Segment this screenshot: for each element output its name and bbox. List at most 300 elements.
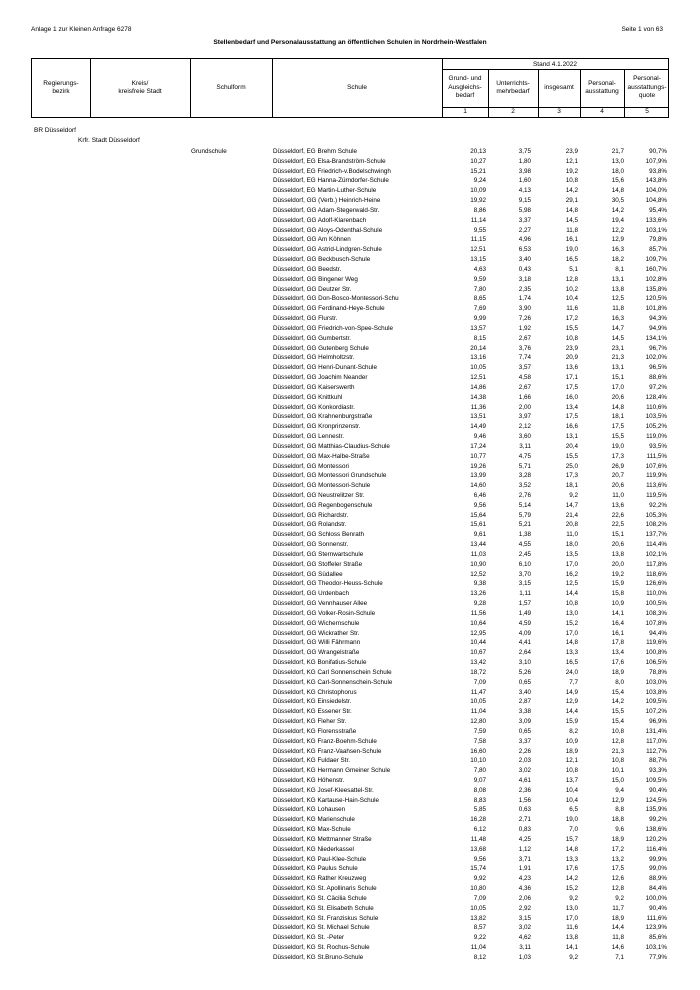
quote-value: 138,6% xyxy=(645,826,667,834)
quote-value: 94,9% xyxy=(649,324,667,332)
quote-value: 103,1% xyxy=(645,944,667,952)
school-name: Düsseldorf, GG Aloys-Odenthal-Schule xyxy=(273,226,383,234)
table-row xyxy=(0,570,700,580)
school-name: Düsseldorf, GG Regenbogenschule xyxy=(273,501,373,509)
quote-value: 119,6% xyxy=(646,639,667,647)
insgesamt-value: 13,4 xyxy=(565,403,578,411)
mehrbedarf-value: 2,67 xyxy=(518,383,531,391)
grundbedarf-value: 13,82 xyxy=(470,914,486,922)
personalausstattung-value: 15,4 xyxy=(611,718,624,726)
quote-value: 96,9% xyxy=(649,718,667,726)
personalausstattung-value: 19,4 xyxy=(611,216,624,224)
mehrbedarf-value: 4,23 xyxy=(518,875,531,883)
personalausstattung-value: 12,8 xyxy=(611,737,624,745)
insgesamt-value: 14,1 xyxy=(565,944,578,952)
col-schulform: Schulform xyxy=(216,83,246,91)
mehrbedarf-value: 3,70 xyxy=(518,570,531,578)
insgesamt-value: 10,8 xyxy=(565,600,578,608)
mehrbedarf-value: 1,56 xyxy=(518,796,531,804)
school-name: Düsseldorf, GG (Verb.) Heinrich-Heine xyxy=(273,197,381,205)
grundbedarf-value: 20,13 xyxy=(470,148,486,155)
personalausstattung-value: 9,6 xyxy=(615,826,624,834)
mehrbedarf-value: 2,92 xyxy=(518,904,531,912)
personalausstattung-value: 14,8 xyxy=(611,187,624,195)
grundbedarf-value: 8,86 xyxy=(473,206,486,214)
mehrbedarf-value: 1,38 xyxy=(518,531,531,539)
insgesamt-value: 11,8 xyxy=(566,226,578,234)
quote-value: 119,0% xyxy=(646,433,667,441)
insgesamt-value: 17,3 xyxy=(565,472,578,480)
col-kreis: Kreis/ kreisfreie Stadt xyxy=(118,79,162,95)
school-name: Düsseldorf, KG St. Franziskus Schule xyxy=(273,914,379,922)
school-name: Düsseldorf, KG Max-Schule xyxy=(273,826,351,834)
school-name: Düsseldorf, KG Franz-Vaahsen-Schule xyxy=(273,747,382,755)
personalausstattung-value: 17,5 xyxy=(611,865,624,873)
table-row xyxy=(0,373,700,383)
table-row xyxy=(0,668,700,678)
table-row xyxy=(0,747,700,757)
quote-value: 119,9% xyxy=(646,472,667,480)
school-name: Düsseldorf, GG Kronprinzenstr. xyxy=(273,423,361,431)
quote-value: 116,4% xyxy=(646,845,667,853)
personalausstattung-value: 19,2 xyxy=(611,570,624,578)
quote-value: 143,8% xyxy=(645,177,667,185)
grundbedarf-value: 13,44 xyxy=(470,541,486,549)
insgesamt-value: 12,1 xyxy=(565,157,578,165)
school-name: Düsseldorf, GG Beckbusch-Schule xyxy=(273,256,371,264)
quote-value: 160,7% xyxy=(645,265,667,273)
mehrbedarf-value: 4,09 xyxy=(518,629,531,637)
grundbedarf-value: 12,51 xyxy=(470,246,486,254)
quote-value: 117,8% xyxy=(646,560,667,568)
mehrbedarf-value: 5,79 xyxy=(518,511,531,519)
col-num-3: 3 xyxy=(557,107,561,115)
school-name: Düsseldorf, KG Bonifatius-Schule xyxy=(273,659,367,667)
grundbedarf-value: 8,12 xyxy=(473,953,486,961)
insgesamt-value: 14,4 xyxy=(565,708,578,716)
table-row xyxy=(0,363,700,373)
quote-value: 97,2% xyxy=(649,383,667,391)
quote-value: 113,6% xyxy=(646,482,667,490)
table-row xyxy=(0,520,700,530)
group-schulform: Grundschule xyxy=(191,148,227,155)
table-row xyxy=(0,324,700,334)
mehrbedarf-value: 1,80 xyxy=(518,157,531,165)
grundbedarf-value: 11,56 xyxy=(470,609,486,617)
school-name: Düsseldorf, KG Carl-Sonnenschein-Schule xyxy=(273,678,393,686)
school-name: Düsseldorf, GG Rolandstr. xyxy=(273,521,347,529)
mehrbedarf-value: 2,26 xyxy=(518,747,531,755)
quote-value: 124,5% xyxy=(645,796,667,804)
table-row xyxy=(0,560,700,570)
personalausstattung-value: 17,2 xyxy=(611,845,624,853)
table-row xyxy=(0,943,700,953)
grundbedarf-value: 8,15 xyxy=(473,334,486,342)
grundbedarf-value: 11,15 xyxy=(470,236,486,244)
mehrbedarf-value: 4,13 xyxy=(518,187,531,195)
grundbedarf-value: 9,07 xyxy=(473,777,486,784)
insgesamt-value: 13,5 xyxy=(565,550,578,558)
table-row xyxy=(0,422,700,432)
mehrbedarf-value: 4,25 xyxy=(518,835,531,843)
grundbedarf-value: 17,24 xyxy=(470,442,486,450)
quote-value: 103,1% xyxy=(645,226,667,234)
mehrbedarf-value: 0,65 xyxy=(518,727,531,735)
quote-value: 90,4% xyxy=(649,904,667,912)
insgesamt-value: 17,0 xyxy=(565,560,578,568)
grundbedarf-value: 11,36 xyxy=(470,403,486,411)
mehrbedarf-value: 1,60 xyxy=(518,177,531,185)
insgesamt-value: 14,8 xyxy=(565,845,578,853)
school-name: Düsseldorf, GG Deutzer Str. xyxy=(273,285,352,293)
grundbedarf-value: 10,10 xyxy=(470,757,486,765)
personalausstattung-value: 8,1 xyxy=(615,265,624,273)
table-row xyxy=(0,796,700,806)
quote-value: 108,3% xyxy=(645,609,667,617)
quote-value: 100,8% xyxy=(645,649,667,657)
mehrbedarf-value: 2,64 xyxy=(518,649,531,657)
grundbedarf-value: 8,57 xyxy=(473,924,486,932)
table-row xyxy=(0,186,700,196)
quote-value: 110,6% xyxy=(646,403,667,411)
quote-value: 108,2% xyxy=(645,521,667,529)
mehrbedarf-value: 3,11 xyxy=(519,442,531,450)
school-name: Düsseldorf, KG Christophorus xyxy=(273,688,357,696)
table-row xyxy=(0,167,700,177)
school-name: Düsseldorf, KG Hermann Gmeiner Schule xyxy=(273,767,391,775)
grundbedarf-value: 12,51 xyxy=(470,374,486,382)
quote-value: 85,7% xyxy=(649,246,667,254)
table-row xyxy=(0,462,700,472)
school-name: Düsseldorf, GG Gutenberg Schule xyxy=(273,344,369,352)
grundbedarf-value: 15,61 xyxy=(470,521,486,529)
grundbedarf-value: 12,52 xyxy=(470,570,486,578)
personalausstattung-value: 17,5 xyxy=(611,423,624,431)
grundbedarf-value: 10,09 xyxy=(470,187,486,195)
insgesamt-value: 17,0 xyxy=(565,914,578,922)
mehrbedarf-value: 3,75 xyxy=(518,148,531,155)
personalausstattung-value: 8,8 xyxy=(615,806,624,814)
table-row xyxy=(0,933,700,943)
insgesamt-value: 11,6 xyxy=(566,305,578,313)
table-row xyxy=(0,707,700,717)
grundbedarf-value: 8,83 xyxy=(473,796,486,804)
table-row xyxy=(0,157,700,167)
personalausstattung-value: 26,9 xyxy=(611,462,624,470)
insgesamt-value: 13,3 xyxy=(565,855,578,863)
school-name: Düsseldorf, EG Martin-Luther-Schule xyxy=(273,187,377,195)
insgesamt-value: 13,1 xyxy=(565,433,578,441)
grundbedarf-value: 7,59 xyxy=(473,727,486,735)
school-name: Düsseldorf, KG St. Elisabeth Schule xyxy=(273,904,374,912)
grundbedarf-value: 15,74 xyxy=(470,865,486,873)
quote-value: 133,6% xyxy=(645,216,667,224)
grundbedarf-value: 10,05 xyxy=(470,364,486,372)
grundbedarf-value: 9,24 xyxy=(473,177,486,185)
personalausstattung-value: 18,9 xyxy=(611,668,624,676)
quote-value: 105,2% xyxy=(645,423,667,431)
insgesamt-value: 25,0 xyxy=(565,462,578,470)
insgesamt-value: 10,8 xyxy=(565,177,578,185)
personalausstattung-value: 18,8 xyxy=(611,816,624,824)
insgesamt-value: 11,6 xyxy=(566,924,578,932)
school-name: Düsseldorf, GG Stoffeler Straße xyxy=(273,560,363,568)
personalausstattung-value: 11,7 xyxy=(612,904,624,912)
personalausstattung-value: 30,5 xyxy=(611,197,624,205)
school-name: Düsseldorf, KG Fleher Str. xyxy=(273,718,347,726)
table-row xyxy=(0,835,700,845)
mehrbedarf-value: 3,97 xyxy=(518,413,531,421)
col-num-1: 1 xyxy=(463,107,467,115)
table-row xyxy=(0,638,700,648)
personalausstattung-value: 14,2 xyxy=(611,698,624,706)
col-personalausstattung: Personal- ausstattung xyxy=(585,79,619,95)
personalausstattung-value: 14,8 xyxy=(611,403,624,411)
personalausstattung-value: 15,6 xyxy=(611,177,624,185)
mehrbedarf-value: 3,15 xyxy=(518,580,531,588)
mehrbedarf-value: 4,61 xyxy=(518,777,531,784)
table-row xyxy=(0,491,700,501)
grundbedarf-value: 18,72 xyxy=(470,668,486,676)
table-row xyxy=(0,471,700,481)
school-name: Düsseldorf, GG Max-Halbe-Straße xyxy=(273,452,370,460)
grundbedarf-value: 13,51 xyxy=(470,413,486,421)
school-name: Düsseldorf, KG St.Bruno-Schule xyxy=(273,953,364,961)
insgesamt-value: 15,2 xyxy=(565,619,578,627)
insgesamt-value: 10,4 xyxy=(565,295,578,303)
mehrbedarf-value: 2,00 xyxy=(518,403,531,411)
mehrbedarf-value: 4,36 xyxy=(518,885,531,893)
col-insgesamt: insgesamt xyxy=(544,83,574,91)
insgesamt-value: 14,2 xyxy=(565,187,578,195)
personalausstattung-value: 16,1 xyxy=(611,629,624,637)
grundbedarf-value: 7,80 xyxy=(473,285,486,293)
school-name: Düsseldorf, GG Joachim Neander xyxy=(273,374,368,382)
school-name: Düsseldorf, KG Niederkassel xyxy=(273,845,354,853)
table-row xyxy=(0,353,700,363)
personalausstattung-value: 10,9 xyxy=(611,600,624,608)
table-row xyxy=(0,914,700,924)
personalausstattung-value: 18,1 xyxy=(611,413,624,421)
school-name: Düsseldorf, KG Essener Str. xyxy=(273,708,352,716)
page-number: Seite 1 von 63 xyxy=(621,26,663,33)
personalausstattung-value: 13,0 xyxy=(611,157,624,165)
school-name: Düsseldorf, KG Franz-Boehm-Schule xyxy=(273,737,377,745)
school-name: Düsseldorf, GG Neustrelitzer Str. xyxy=(273,491,365,499)
insgesamt-value: 20,8 xyxy=(565,521,578,529)
school-name: Düsseldorf, GG Don-Bosco-Montessori-Schu xyxy=(273,295,399,303)
group-bezirk: BR Düsseldorf xyxy=(34,127,76,134)
school-name: Düsseldorf, GG Matthias-Claudius-Schule xyxy=(273,442,390,450)
mehrbedarf-value: 4,55 xyxy=(518,541,531,549)
table-row xyxy=(0,245,700,255)
table-row xyxy=(0,678,700,688)
table-row xyxy=(0,540,700,550)
personalausstattung-value: 18,9 xyxy=(611,835,624,843)
grundbedarf-value: 9,38 xyxy=(473,580,486,588)
grundbedarf-value: 11,47 xyxy=(470,688,486,696)
quote-value: 120,5% xyxy=(645,295,667,303)
data-table-body xyxy=(0,147,700,963)
quote-value: 104,8% xyxy=(645,197,667,205)
school-name: Düsseldorf, KG St. -Peter xyxy=(273,934,345,942)
personalausstattung-value: 17,0 xyxy=(611,383,624,391)
insgesamt-value: 19,0 xyxy=(565,816,578,824)
school-name: Düsseldorf, GG Theodor-Heuss-Schule xyxy=(273,580,383,588)
table-row xyxy=(0,589,700,599)
school-name: Düsseldorf, GG Wichernschule xyxy=(273,619,360,627)
quote-value: 99,2% xyxy=(649,816,667,824)
grundbedarf-value: 11,48 xyxy=(470,835,486,843)
grundbedarf-value: 10,44 xyxy=(470,639,486,647)
mehrbedarf-value: 4,41 xyxy=(518,639,531,647)
mehrbedarf-value: 3,10 xyxy=(518,659,531,667)
personalausstattung-value: 15,1 xyxy=(611,531,624,539)
quote-value: 88,9% xyxy=(649,875,667,883)
school-name: Düsseldorf, EG Friedrich-v.Bodelschwingh xyxy=(273,167,391,175)
insgesamt-value: 12,5 xyxy=(565,580,578,588)
quote-value: 110,0% xyxy=(646,590,667,598)
personalausstattung-value: 18,0 xyxy=(611,167,624,175)
table-row xyxy=(0,874,700,884)
table-row xyxy=(0,403,700,413)
grundbedarf-value: 15,64 xyxy=(470,511,486,519)
mehrbedarf-value: 1,91 xyxy=(518,865,531,873)
insgesamt-value: 12,9 xyxy=(565,698,578,706)
col-num-4: 4 xyxy=(600,107,604,115)
personalausstattung-value: 20,6 xyxy=(611,482,624,490)
col-mehrbedarf: Unterrichts- mehrbedarf xyxy=(496,79,530,95)
insgesamt-value: 5,1 xyxy=(569,265,578,273)
insgesamt-value: 7,0 xyxy=(569,826,578,834)
mehrbedarf-value: 0,83 xyxy=(518,826,531,834)
school-name: Düsseldorf, GG Volker-Rosin-Schule xyxy=(273,609,376,617)
col-schule: Schule xyxy=(347,83,367,91)
insgesamt-value: 12,1 xyxy=(565,757,578,765)
insgesamt-value: 14,4 xyxy=(565,590,578,598)
grundbedarf-value: 10,05 xyxy=(470,698,486,706)
insgesamt-value: 14,7 xyxy=(565,501,578,509)
mehrbedarf-value: 3,76 xyxy=(518,344,531,352)
insgesamt-value: 17,5 xyxy=(565,383,578,391)
personalausstattung-value: 23,1 xyxy=(611,344,624,352)
table-row xyxy=(0,216,700,226)
quote-value: 79,8% xyxy=(649,236,667,244)
insgesamt-value: 16,6 xyxy=(565,423,578,431)
personalausstattung-value: 21,3 xyxy=(611,747,624,755)
school-name: Düsseldorf, GG Gumbertstr. xyxy=(273,334,352,342)
school-name: Düsseldorf, GG Montessori xyxy=(273,462,349,470)
table-row xyxy=(0,904,700,914)
personalausstattung-value: 16,3 xyxy=(611,246,624,254)
mehrbedarf-value: 5,14 xyxy=(518,501,531,509)
insgesamt-value: 20,9 xyxy=(565,354,578,362)
mehrbedarf-value: 3,90 xyxy=(518,305,531,313)
school-name: Düsseldorf, GG Richardstr. xyxy=(273,511,349,519)
mehrbedarf-value: 0,63 xyxy=(518,806,531,814)
quote-value: 131,4% xyxy=(645,727,667,735)
table-row xyxy=(0,550,700,560)
table-row xyxy=(0,481,700,491)
quote-value: 78,8% xyxy=(649,668,667,676)
group-kreis: Krfr. Stadt Düsseldorf xyxy=(78,137,140,144)
personalausstattung-value: 14,5 xyxy=(611,334,624,342)
grundbedarf-value: 13,15 xyxy=(470,256,486,264)
school-name: Düsseldorf, GG Henri-Dunant-Schule xyxy=(273,364,377,372)
quote-value: 77,9% xyxy=(649,953,667,961)
insgesamt-value: 23,9 xyxy=(565,344,578,352)
quote-value: 107,2% xyxy=(645,708,667,716)
quote-value: 128,4% xyxy=(645,393,667,401)
table-row xyxy=(0,648,700,658)
mehrbedarf-value: 4,58 xyxy=(518,374,531,382)
insgesamt-value: 14,8 xyxy=(565,639,578,647)
insgesamt-value: 10,8 xyxy=(565,334,578,342)
school-name: Düsseldorf, KG Florensstraße xyxy=(273,727,357,735)
insgesamt-value: 17,6 xyxy=(565,865,578,873)
school-name: Düsseldorf, KG St. Cäcilia Schule xyxy=(273,894,367,902)
personalausstattung-value: 17,3 xyxy=(611,452,624,460)
table-row xyxy=(0,737,700,747)
grundbedarf-value: 7,58 xyxy=(473,737,486,745)
school-name: Düsseldorf, KG Paul-Klee-Schule xyxy=(273,855,367,863)
grundbedarf-value: 10,64 xyxy=(470,619,486,627)
quote-value: 102,1% xyxy=(645,550,667,558)
insgesamt-value: 13,0 xyxy=(565,904,578,912)
mehrbedarf-value: 2,03 xyxy=(518,757,531,765)
col-quote: Personal- ausstattungs- quote xyxy=(627,75,667,100)
insgesamt-value: 16,1 xyxy=(565,236,578,244)
personalausstattung-value: 15,8 xyxy=(611,590,624,598)
school-name: Düsseldorf, GG Sonnenstr. xyxy=(273,541,349,549)
col-grundbedarf: Grund- und Ausgleichs- bedarf xyxy=(448,75,482,100)
table-row xyxy=(0,766,700,776)
insgesamt-value: 15,7 xyxy=(565,835,578,843)
school-name: Düsseldorf, KG Paulus Schule xyxy=(273,865,358,873)
school-name: Düsseldorf, GG Flurstr. xyxy=(273,315,338,323)
insgesamt-value: 21,4 xyxy=(565,511,578,519)
insgesamt-value: 9,2 xyxy=(569,953,578,961)
attachment-label: Anlage 1 zur Kleinen Anfrage 6278 xyxy=(31,26,132,33)
school-name: Düsseldorf, GG Ferdinand-Heye-Schule xyxy=(273,305,385,313)
personalausstattung-value: 13,8 xyxy=(611,285,624,293)
quote-value: 111,6% xyxy=(646,914,667,922)
table-row xyxy=(0,953,700,963)
grundbedarf-value: 10,67 xyxy=(470,649,486,657)
school-name: Düsseldorf, EG Hanna-Zürndorfer-Schule xyxy=(273,177,389,185)
quote-value: 102,0% xyxy=(645,354,667,362)
personalausstattung-value: 13,2 xyxy=(611,855,624,863)
insgesamt-value: 18,9 xyxy=(565,747,578,755)
grundbedarf-value: 6,46 xyxy=(473,491,486,499)
quote-value: 95,4% xyxy=(649,206,667,214)
mehrbedarf-value: 3,60 xyxy=(518,433,531,441)
school-name: Düsseldorf, GG Adolf-Klarenbach xyxy=(273,216,367,224)
personalausstattung-value: 14,7 xyxy=(611,324,624,332)
quote-value: 134,1% xyxy=(645,334,667,342)
quote-value: 120,2% xyxy=(645,835,667,843)
document-title: Stellenbedarf und Personalausstattung an öffentlichen Schulen in Nordrhein-Westfalen xyxy=(213,39,487,46)
school-name: Düsseldorf, GG Vennhauser Allee xyxy=(273,600,368,608)
school-name: Düsseldorf, GG Kaiserswerth xyxy=(273,383,355,391)
insgesamt-value: 16,0 xyxy=(565,393,578,401)
personalausstattung-value: 12,9 xyxy=(611,796,624,804)
quote-value: 96,7% xyxy=(649,344,667,352)
quote-value: 106,5% xyxy=(645,659,667,667)
mehrbedarf-value: 5,71 xyxy=(518,462,531,470)
grundbedarf-value: 4,63 xyxy=(473,265,486,273)
personalausstattung-value: 7,1 xyxy=(615,953,624,961)
